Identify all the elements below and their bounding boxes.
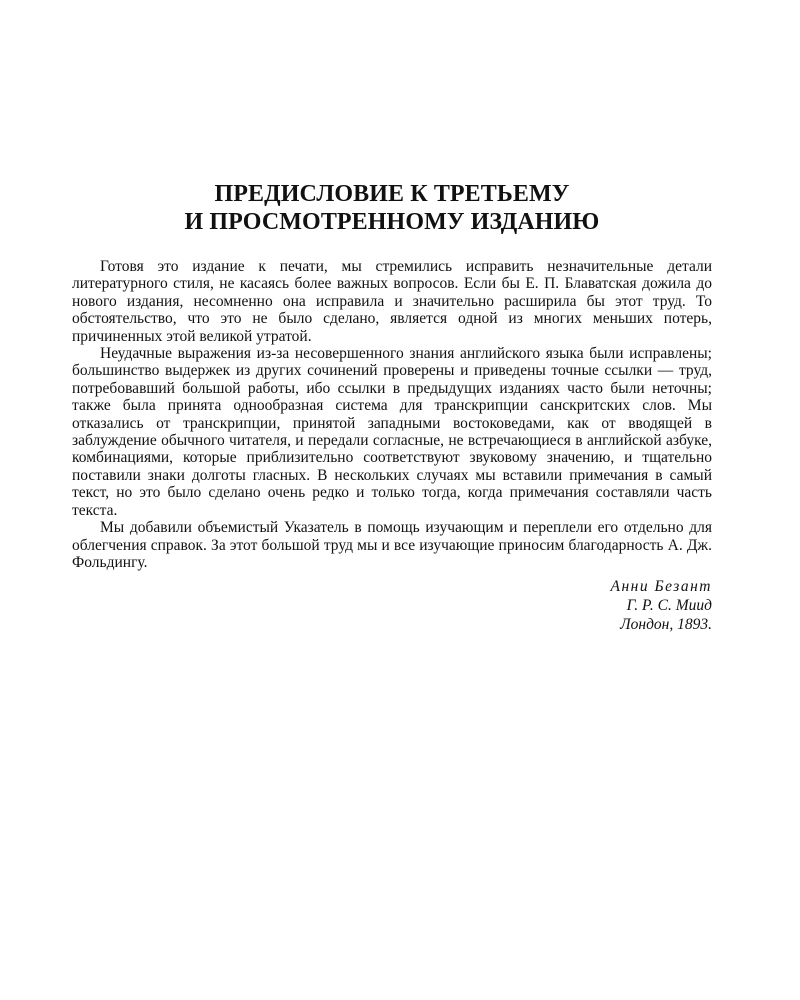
document-page <box>72 180 712 634</box>
paragraph-3: Мы добавили объемистый Указатель в помощь изучающим и переплели его отдельно для облегчения справок. За этот большой труд мы и все изучающие приносим благодарность А. Дж. Фольдингу. <box>72 519 712 571</box>
preface-body <box>72 258 712 571</box>
signature-besant: Анни Безант <box>610 578 712 596</box>
signature-block <box>72 577 712 634</box>
paragraph-1: Готовя это издание к печати, мы стремились исправить незначительные детали литературного стиля, не касаясь более важных вопросов. Если бы Е. П. Блаватская дожила до нового издания, несомненно она исправила и значительно расширила бы этот труд. То обстоятельство, что это не было сделано, является одной из многих меньших потерь, причиненных этой великой утратой. <box>72 258 712 345</box>
title-line-2: И ПРОСМОТРЕННОМУ ИЗДАНИЮ <box>184 209 600 235</box>
place-date: Лондон, 1893. <box>620 616 712 634</box>
paragraph-2: Неудачные выражения из-за несовершенного знания английского языка были исправлены; большинство выдержек из других сочинений проверены и приведены точные ссылки — труд, потребовавший большой работы, ибо ссылки в предыдущих изданиях часто были неточны; также была принята однообразная система для транскрипции санскритских слов. Мы отказались от транскрипции, принятой западными востоковедами, как от вводящей в заблуждение обычного читателя, и передали согласные, не встречающиеся в английской азбуке, комбинациями, которые приблизительно соответствуют звуковому значению, и тщательно поставили знаки долготы гласных. В нескольких случаях мы вставили примечания в самый текст, но это было сделано очень редко и только тогда, когда примечания составляли часть текста. <box>72 345 712 519</box>
title-line-1: ПРЕДИСЛОВИЕ К ТРЕТЬЕМУ <box>214 181 570 207</box>
signature-mead: Г. Р. С. Миид <box>626 597 712 615</box>
page-title <box>72 180 712 236</box>
